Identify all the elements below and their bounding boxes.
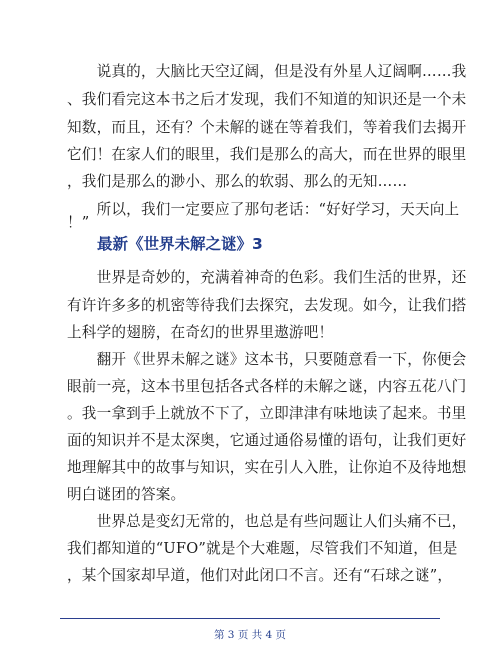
paragraph-line: 地理解其中的故事与知识，实在引人入胜，让你迫不及待地想 [67, 459, 467, 476]
paragraph-line: 眼前一亮，这本书里包括各式各样的未解之谜，内容五花八门 [67, 378, 467, 395]
paragraph-line: 世界总是变幻无常的，也总是有些问题让人们头痛不已， [67, 513, 467, 530]
paragraph-line: 说真的，大脑比天空辽阔，但是没有外星人辽阔啊……我 [67, 63, 467, 80]
paragraph-line: 明白谜团的答案。 [67, 486, 186, 503]
paragraph-line: 有许许多多的机密等待我们去探究，去发现。如今，让我们搭 [67, 297, 467, 314]
paragraph-line: 翻开《世界未解之谜》这本书，只要随意看一下，你便会 [67, 351, 467, 368]
paragraph-line: 世界是奇妙的，充满着神奇的色彩。我们生活的世界，还 [67, 269, 467, 286]
paragraph-line: 它们！在家人们的眼里，我们是那么的高大，而在世界的眼里 [67, 146, 467, 163]
footer-divider [60, 618, 440, 619]
paragraph-line: ，我们是那么的渺小、那么的软弱、那么的无知…… [67, 173, 408, 190]
paragraph-line: 、我们看完这本书之后才发现，我们不知道的知识还是一个未 [67, 91, 467, 108]
paragraph-line: 我们都知道的“UFO”就是个大难题，尽管我们不知道，但是 [67, 540, 458, 557]
page-number: 第 3 页 共 4 页 [213, 629, 287, 641]
paragraph-line: ，某个国家却早道，他们对此闭口不言。还有“石球之谜”， [67, 567, 453, 584]
paragraph-line: 知数，而且，还有？个未解的谜在等着我们，等着我们去揭开 [67, 119, 467, 136]
paragraph-line: 面的知识并不是太深奥，它通过通俗易懂的语句，让我们更好 [67, 432, 467, 449]
paragraph-line: 所以，我们一定要应了那句老话：“好好学习，天天向上 [67, 201, 460, 218]
paragraph-line: ！” [67, 214, 90, 231]
paragraph-line: 上科学的翅膀，在奇幻的世界里遨游吧！ [67, 324, 334, 341]
paragraph-line: 。我一拿到手上就放不下了，立即津津有味地读了起来。书里 [67, 405, 467, 422]
section-heading: 最新《世界未解之谜》3 [97, 235, 263, 253]
